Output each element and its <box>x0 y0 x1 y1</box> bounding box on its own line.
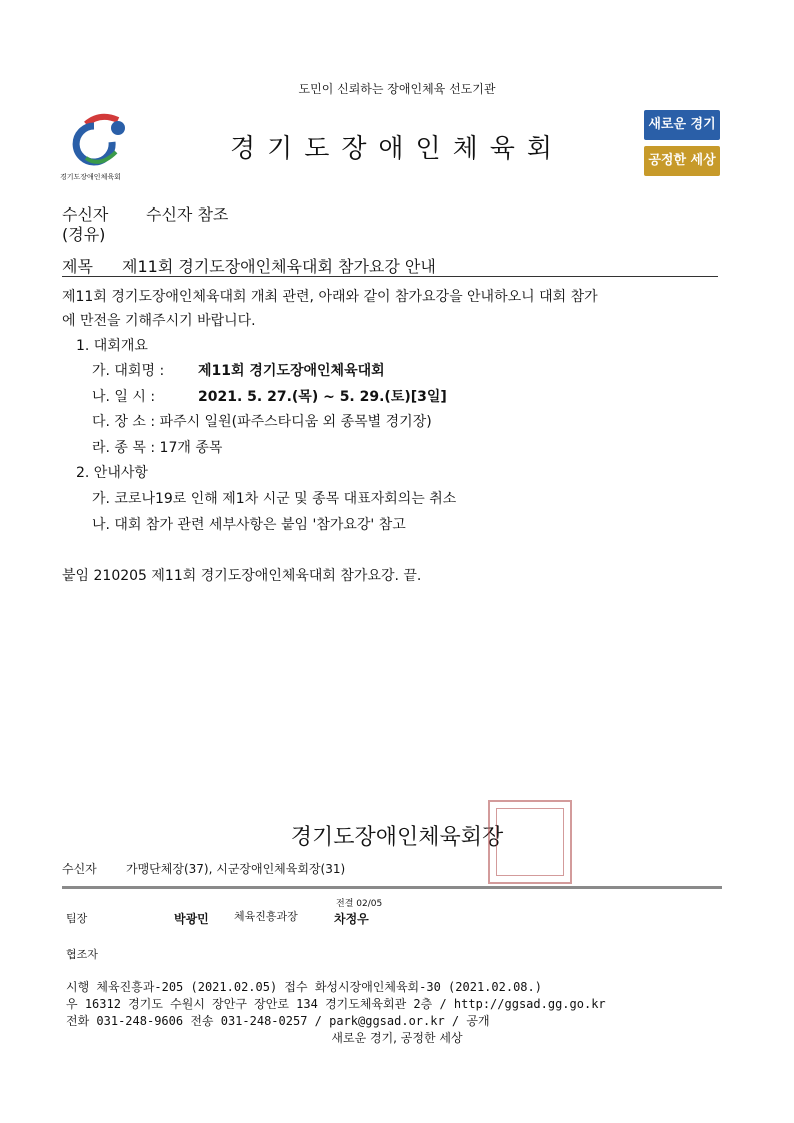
cooperator-label: 협조자 <box>66 948 98 961</box>
enforcement-line: 시행 체육진흥과-205 (2021.02.05) 접수 화성시장애인체육회-30 (2021.02.08.) <box>66 980 542 994</box>
recipient-label: 수신자 <box>62 205 109 224</box>
address-line: 우 16312 경기도 수원시 장안구 장안로 134 경기도체육회관 2층 / http://ggsad.gg.go.kr <box>66 997 606 1011</box>
item-date-label: 나. 일 시 : <box>92 389 156 405</box>
logo-caption: 경기도장애인체육회 <box>60 173 121 181</box>
notice-item-2: 나. 대회 참가 관련 세부사항은 붙임 '참가요강' 참고 <box>92 517 406 533</box>
contact-line: 전화 031-248-9606 전송 031-248-0257 / park@ggsad.or.kr / 공개 <box>66 1014 490 1028</box>
item-date-value: 2021. 5. 27.(목) ~ 5. 29.(토)[3일] <box>198 389 447 405</box>
approver-1-role: 팀장 <box>66 912 88 925</box>
slogan-logo <box>644 110 720 176</box>
subject-divider <box>62 276 718 277</box>
recipient-value: 수신자 참조 <box>146 205 229 224</box>
intro-line-2: 에 만전을 기해주시기 바랍니다. <box>62 313 256 329</box>
subject-label: 제목 <box>62 257 93 276</box>
intro-line-1: 제11회 경기도장애인체육대회 개최 관련, 아래와 같이 참가요강을 안내하오니 대회 참가 <box>62 289 598 305</box>
motto: 도민이 신뢰하는 장애인체육 선도기관 <box>298 82 496 96</box>
recipients-value: 가맹단체장(37), 시군장애인체육회장(31) <box>126 862 346 876</box>
section-1-heading: 1. 대회개요 <box>76 338 148 354</box>
section-2-heading: 2. 안내사항 <box>76 465 148 481</box>
approver-2-name: 차정우 <box>334 912 369 926</box>
item-venue: 다. 장 소 : 파주시 일원(파주스타디움 외 종목별 경기장) <box>92 414 432 430</box>
footer-slogan: 새로운 경기, 공정한 세상 <box>331 1031 463 1045</box>
item-event-name-label: 가. 대회명 : <box>92 363 165 379</box>
approver-1-name: 박광민 <box>174 912 209 926</box>
official-seal <box>488 800 572 884</box>
signature-divider <box>62 886 722 889</box>
notice-item-1: 가. 코로나19로 인해 제1차 시군 및 종목 대표자회의는 취소 <box>92 491 457 507</box>
organization-title: 경기도장애인체육회 <box>229 134 565 164</box>
subject-value: 제11회 경기도장애인체육대회 참가요강 안내 <box>122 257 436 276</box>
item-sports: 라. 종 목 : 17개 종목 <box>92 440 223 456</box>
approver-2-role: 체육진흥과장 <box>234 910 298 923</box>
delegation-date: 전결 02/05 <box>336 899 383 909</box>
item-event-name-value: 제11회 경기도장애인체육대회 <box>198 363 385 379</box>
slogan-bottom: 공정한 세상 <box>644 146 720 176</box>
attachment-line: 붙임 210205 제11회 경기도장애인체육대회 참가요강. 끝. <box>62 568 422 584</box>
slogan-top: 새로운 경기 <box>644 110 720 140</box>
recipients-label: 수신자 <box>62 862 97 876</box>
sender-title: 경기도장애인체육회장 <box>290 825 504 850</box>
via-label: (경유) <box>62 225 106 244</box>
